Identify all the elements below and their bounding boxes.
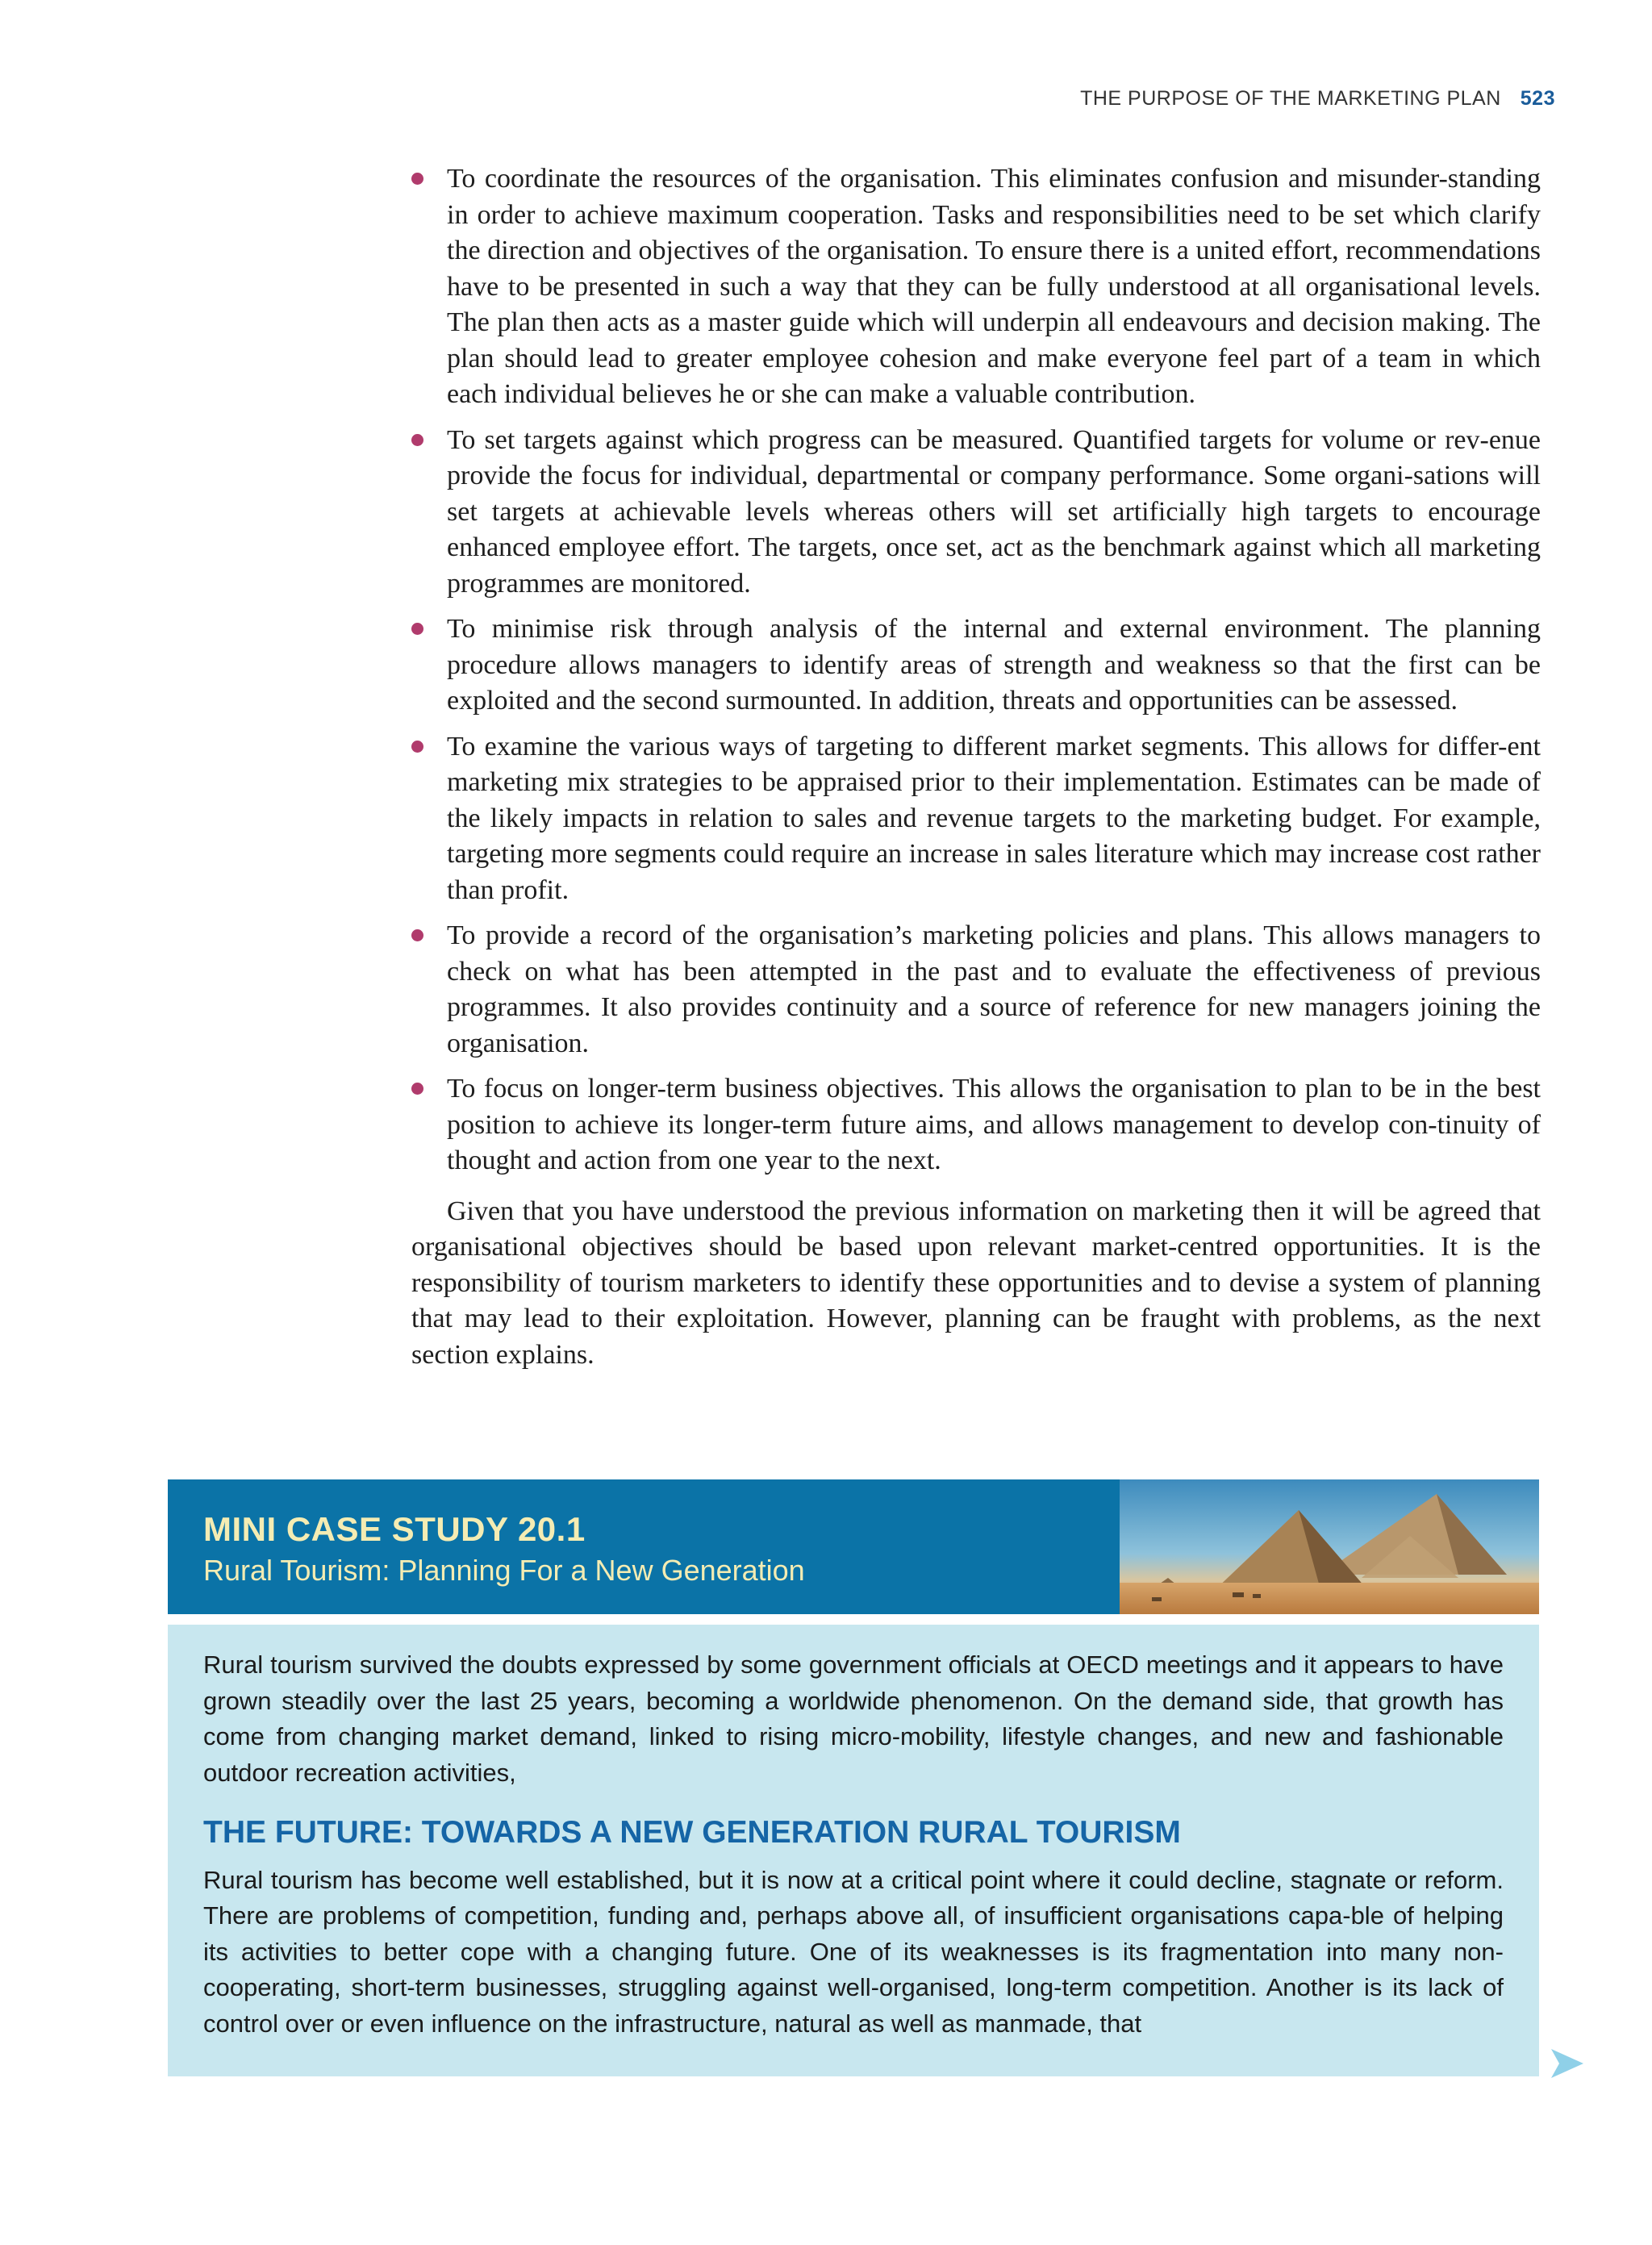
bullet-dot-icon bbox=[411, 434, 423, 446]
bullet-dot-icon bbox=[411, 929, 423, 941]
case-study-subtitle: Rural Tourism: Planning For a New Generation bbox=[203, 1554, 805, 1587]
list-item bbox=[411, 729, 1541, 909]
list-item-text: To coordinate the resources of the organisation. This eliminates confusion and misunder-standing in order to achieve maximum cooperation. Tasks and responsibilities need to be set which clarify the direction and objectives of the organisation. To ensure there is a united effort, recommendations have to be presented in such a way that they can be fully understood at all organisational levels. The plan then acts as a master guide which will underpin all endeavours and decision making. The plan should lead to greater employee cohesion and make everyone feel part of a team in which each individual believes he or she can make a valuable contribution. bbox=[447, 164, 1541, 409]
running-header bbox=[1080, 87, 1555, 111]
pyramids-photo bbox=[1120, 1479, 1539, 1614]
case-study-content bbox=[203, 1647, 1504, 2042]
purpose-bullet-list bbox=[411, 161, 1541, 1179]
list-item bbox=[411, 1071, 1541, 1179]
case-study-section-heading: THE FUTURE: TOWARDS A NEW GENERATION RURAL TOURISM bbox=[203, 1815, 1181, 1850]
case-study-intro: Rural tourism survived the doubts expressed by some government officials at OECD meetings and it appears to have grown steadily over the last 25 years, becoming a worldwide phenomenon. On the demand side, that growth has come from changing market demand, linked to rising micro-mobility, lifestyle changes, and new and fashionable outdoor recreation activities, bbox=[203, 1650, 1504, 1787]
list-item-text: To examine the various ways of targeting to different market segments. This allows for differ-ent marketing mix strategies to be appraised prior to their implementation. Estimates can be made of the likely impacts in relation to sales and revenue targets to the marketing budget. For example, targeting more segments could require an increase in sales literature which may increase cost rather than profit. bbox=[447, 731, 1541, 905]
bullet-dot-icon bbox=[411, 173, 423, 185]
list-item-text: To provide a record of the organisation’s marketing policies and plans. This allows managers to check on what has been attempted in the past and to evaluate the effectiveness of previous programmes. It also provides continuity and a source of reference for new managers joining the organisation. bbox=[447, 920, 1541, 1058]
continue-arrow-icon[interactable] bbox=[1551, 2049, 1583, 2078]
list-item bbox=[411, 611, 1541, 720]
list-item-text: To set targets against which progress can be measured. Quantified targets for volume or rev-enue provide the focus for individual, departmental or company performance. Some organi-sations will set targets at achievable levels whereas others will set artificially high targets to encourage enhanced employee effort. The targets, once set, act as the benchmark against which all marketing programmes are monitored. bbox=[447, 424, 1541, 599]
closing-paragraph: Given that you have understood the previous information on marketing then it will be agreed that organisational objectives should be based upon relevant market-centred opportunities. It is the responsibility of tourism marketers to identify these opportunities and to devise a system of planning that may lead to their exploitation. However, planning can be fraught with problems, as the next section explains. bbox=[411, 1196, 1541, 1370]
bullet-dot-icon bbox=[411, 1083, 423, 1095]
running-title: THE PURPOSE OF THE MARKETING PLAN bbox=[1080, 87, 1501, 110]
list-item bbox=[411, 423, 1541, 603]
case-study-label: MINI CASE STUDY 20.1 bbox=[203, 1510, 586, 1548]
list-item bbox=[411, 161, 1541, 413]
case-study-section-text: Rural tourism has become well established, but it is now at a critical point where it could decline, stagnate or reform. There are problems of competition, funding and, perhaps above all, of insufficient organisations capa-ble of helping its activities to better cope with a changing future. One of its weaknesses is its fragmentation into many non-cooperating, short-term businesses, struggling against well-organised, long-term competition. Another is its lack of control over or even influence on the infrastructure, natural as well as manmade, that bbox=[203, 1865, 1504, 2038]
list-item-text: To minimise risk through analysis of the internal and external environment. The planning procedure allows managers to identify areas of strength and weakness so that the first can be exploited and the second surmounted. In addition, threats and opportunities can be assessed. bbox=[447, 614, 1541, 716]
bullet-dot-icon bbox=[411, 741, 423, 753]
main-text bbox=[411, 161, 1541, 1373]
case-study-header bbox=[168, 1479, 1539, 1614]
bullet-dot-icon bbox=[411, 623, 423, 635]
list-item bbox=[411, 918, 1541, 1062]
list-item-text: To focus on longer-term business objectives. This allows the organisation to plan to be in the best position to achieve its longer-term future aims, and allows management to develop con-tinuity of thought and action from one year to the next. bbox=[447, 1074, 1541, 1175]
case-study-body bbox=[168, 1625, 1539, 2076]
page-number: 523 bbox=[1520, 87, 1555, 110]
